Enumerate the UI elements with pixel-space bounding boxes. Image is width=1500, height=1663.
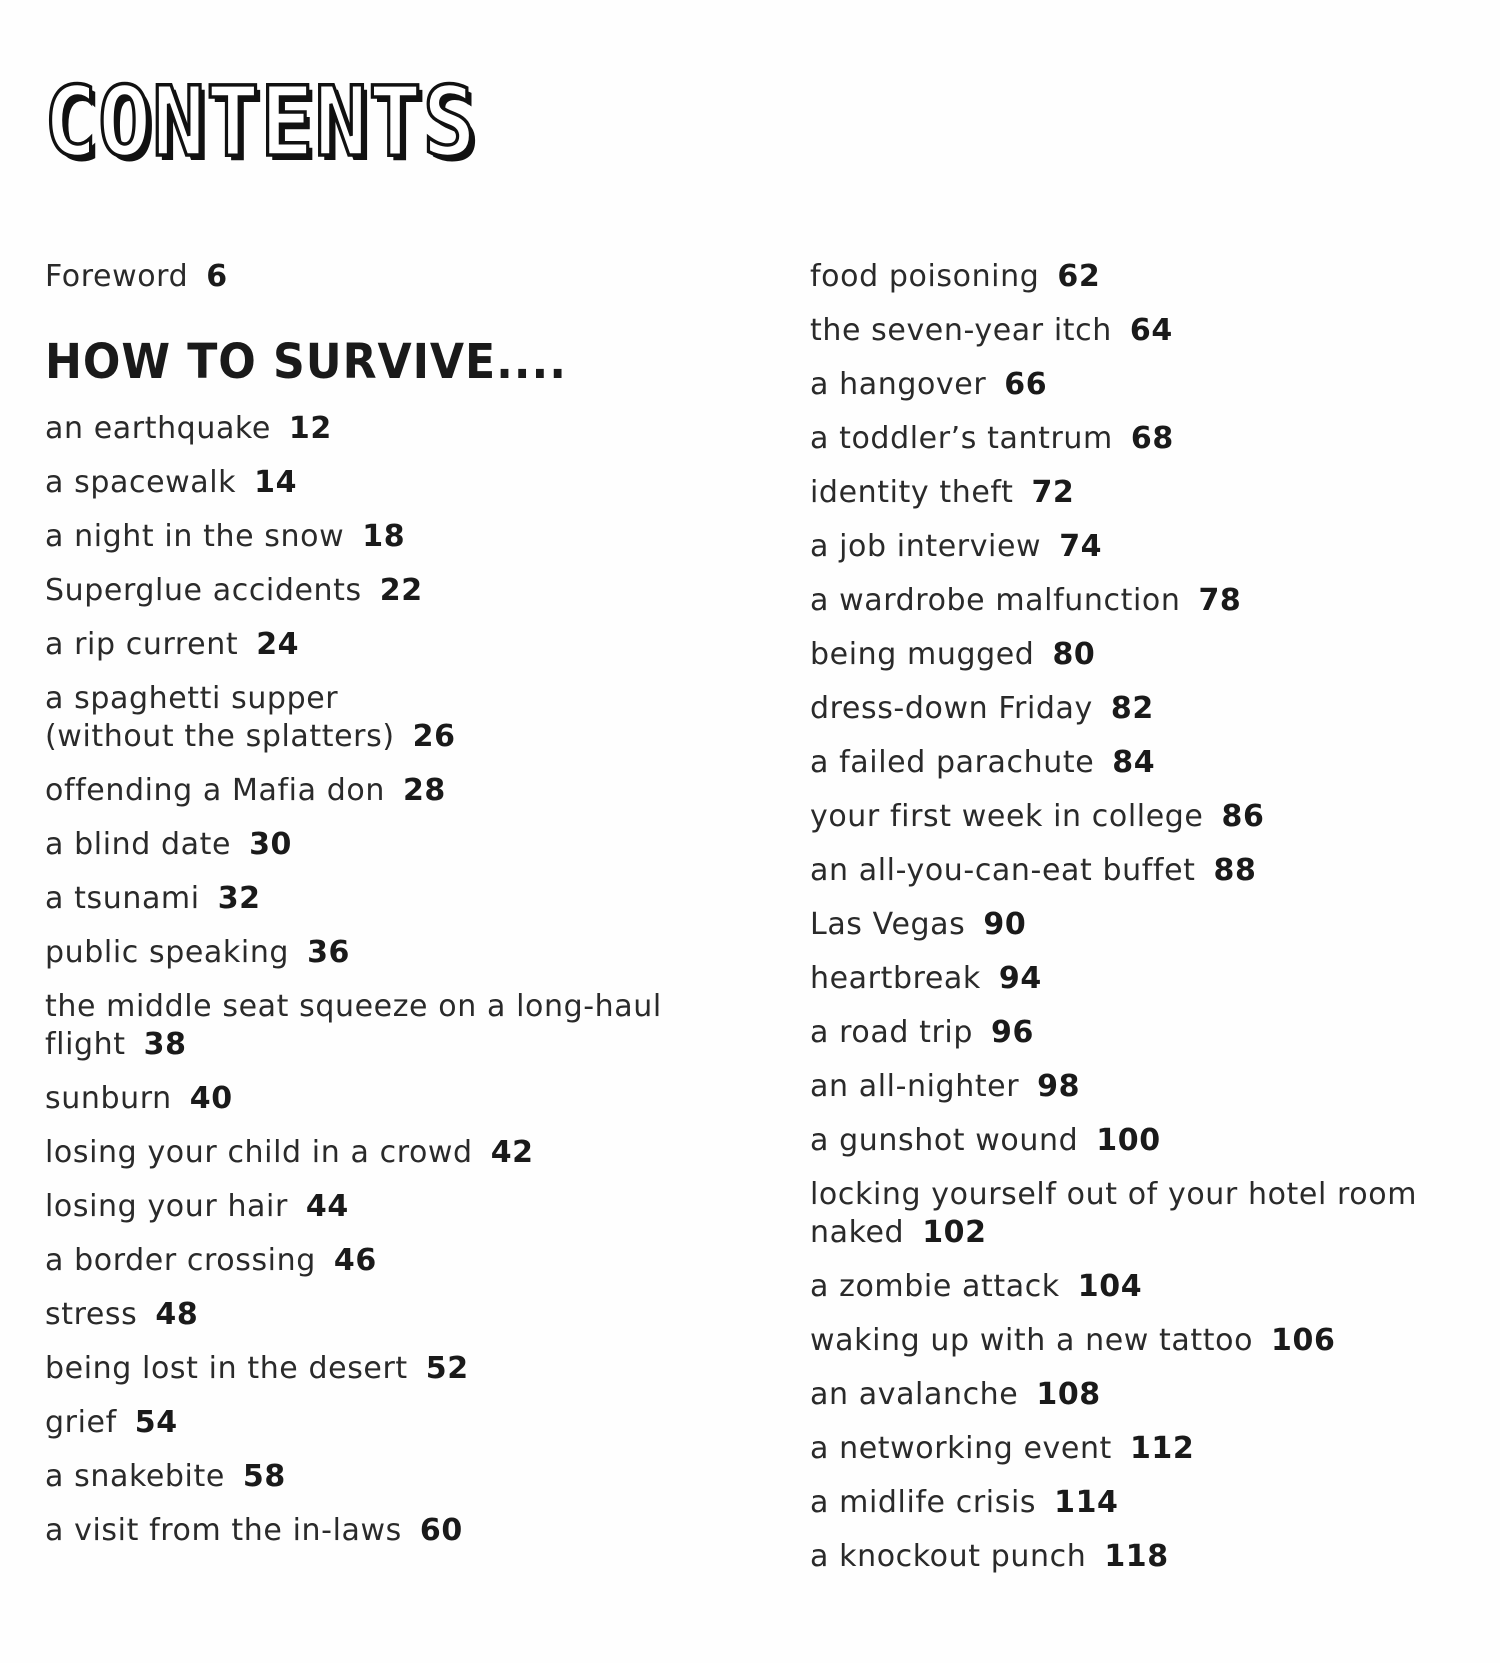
toc-entry[interactable]: [45, 880, 745, 918]
toc-entry[interactable]: [45, 1404, 745, 1442]
entry-title: losing your hair: [45, 1189, 288, 1224]
entry-title: a gunshot wound: [810, 1123, 1079, 1158]
toc-entry[interactable]: [810, 1068, 1470, 1106]
entry-page-number: 6: [206, 259, 228, 294]
toc-entry[interactable]: [810, 744, 1470, 782]
toc-entry[interactable]: [810, 906, 1470, 944]
toc-entry[interactable]: [810, 798, 1470, 836]
entry-title: a networking event: [810, 1431, 1112, 1466]
entry-page-number: 32: [217, 881, 261, 916]
entry-title: an earthquake: [45, 411, 271, 446]
toc-entry[interactable]: [810, 636, 1470, 674]
toc-entry[interactable]: [810, 1376, 1470, 1414]
entry-page-number: 78: [1198, 583, 1242, 618]
entry-page-number: 48: [155, 1297, 199, 1332]
entry-title: being mugged: [810, 637, 1035, 672]
entry-page-number: 30: [249, 827, 293, 862]
toc-entry[interactable]: [45, 1188, 745, 1226]
entry-title-line2: flight: [45, 1027, 126, 1062]
toc-entry-foreword[interactable]: [45, 258, 745, 296]
entry-title: dress-down Friday: [810, 691, 1093, 726]
entry-page-number: 100: [1096, 1123, 1161, 1158]
entry-page-number: 22: [379, 573, 423, 608]
entry-title-line2-row: [45, 1026, 662, 1064]
toc-entry[interactable]: [810, 1538, 1470, 1576]
entry-title: a knockout punch: [810, 1539, 1087, 1574]
entry-page-number: 40: [189, 1081, 233, 1116]
entry-title: a rip current: [45, 627, 239, 662]
entry-title: a blind date: [45, 827, 232, 862]
toc-entry[interactable]: [45, 1134, 745, 1172]
entry-page-number: 62: [1057, 259, 1101, 294]
entry-title: heartbreak: [810, 961, 981, 996]
entry-page-number: 104: [1077, 1269, 1143, 1304]
entry-page-number: 38: [143, 1027, 187, 1062]
entry-page-number: 64: [1129, 313, 1173, 348]
entry-page-number: 118: [1104, 1539, 1169, 1574]
entry-title: a border crossing: [45, 1243, 316, 1278]
toc-entry[interactable]: [810, 420, 1470, 458]
left-entry-list: [45, 410, 745, 1550]
entry-title: food poisoning: [810, 259, 1040, 294]
entry-title: a visit from the in-laws: [45, 1513, 402, 1548]
entry-title: a wardrobe malfunction: [810, 583, 1181, 618]
entry-page-number: 42: [490, 1135, 534, 1170]
toc-entry[interactable]: [810, 1322, 1470, 1360]
entry-title-line1: locking yourself out of your hotel room: [810, 1177, 1418, 1212]
entry-page-number: 54: [134, 1405, 178, 1440]
toc-entry[interactable]: [45, 626, 745, 664]
toc-entry[interactable]: [45, 1242, 745, 1280]
entry-page-number: 60: [419, 1513, 463, 1548]
left-column: [45, 258, 745, 1566]
entry-page-number: 108: [1036, 1377, 1101, 1412]
toc-entry[interactable]: [45, 1512, 745, 1550]
entry-page-number: 72: [1031, 475, 1075, 510]
toc-entry[interactable]: [810, 1122, 1470, 1160]
entry-title: an avalanche: [810, 1377, 1019, 1412]
entry-title: an all-you-can-eat buffet: [810, 853, 1196, 888]
toc-entry[interactable]: [45, 934, 745, 972]
entry-title-line1: the middle seat squeeze on a long-haul: [45, 989, 662, 1024]
entry-title: a road trip: [810, 1015, 973, 1050]
toc-entry[interactable]: [810, 1268, 1470, 1306]
entry-title: losing your child in a crowd: [45, 1135, 473, 1170]
entry-page-number: 98: [1037, 1069, 1081, 1104]
entry-page-number: 66: [1004, 367, 1048, 402]
entry-page-number: 46: [333, 1243, 377, 1278]
entry-title-line1: a spaghetti supper: [45, 681, 339, 716]
toc-entry[interactable]: [810, 852, 1470, 890]
toc-entry[interactable]: [45, 772, 745, 810]
entry-title: a job interview: [810, 529, 1042, 564]
entry-title: a hangover: [810, 367, 987, 402]
entry-title: identity theft: [810, 475, 1014, 510]
toc-entry[interactable]: [45, 410, 745, 448]
entry-page-number: 36: [307, 935, 351, 970]
entry-title: being lost in the desert: [45, 1351, 408, 1386]
entry-title: Superglue accidents: [45, 573, 362, 608]
entry-title: stress: [45, 1297, 138, 1332]
toc-entry[interactable]: [810, 366, 1470, 404]
entry-page-number: 80: [1052, 637, 1096, 672]
entry-title-block: [810, 1176, 1417, 1252]
entry-page-number: 82: [1110, 691, 1154, 726]
page-title: CONTENTS: [44, 66, 477, 178]
toc-entry[interactable]: [810, 582, 1470, 620]
toc-entry[interactable]: [45, 464, 745, 502]
entry-title: an all-nighter: [810, 1069, 1020, 1104]
toc-entry[interactable]: [45, 1350, 745, 1388]
toc-entry[interactable]: [810, 1014, 1470, 1052]
entry-title: a toddler’s tantrum: [810, 421, 1113, 456]
entry-page-number: 14: [254, 465, 298, 500]
entry-page-number: 44: [305, 1189, 349, 1224]
entry-title-block: [45, 680, 456, 756]
entry-page-number: 12: [288, 411, 332, 446]
entry-title: offending a Mafia don: [45, 773, 385, 808]
entry-title: a snakebite: [45, 1459, 225, 1494]
entry-title: grief: [45, 1405, 117, 1440]
toc-entry[interactable]: [810, 258, 1470, 296]
entry-page-number: 58: [242, 1459, 286, 1494]
entry-page-number: 26: [412, 719, 456, 754]
entry-page-number: 102: [922, 1215, 987, 1250]
toc-entry[interactable]: [45, 1080, 745, 1118]
entry-title-line2: (without the splatters): [45, 719, 395, 754]
toc-entry[interactable]: [45, 1458, 745, 1496]
entry-page-number: 68: [1130, 421, 1174, 456]
entry-page-number: 86: [1221, 799, 1265, 834]
toc-entry[interactable]: [45, 826, 745, 864]
toc-entry[interactable]: [810, 312, 1470, 350]
entry-title: Foreword: [45, 259, 189, 294]
entry-title: a midlife crisis: [810, 1485, 1037, 1520]
entry-title: a zombie attack: [810, 1269, 1060, 1304]
entry-page-number: 74: [1059, 529, 1103, 564]
entry-title: a night in the snow: [45, 519, 345, 554]
entry-title-line2-row: [810, 1214, 1417, 1252]
entry-title: a failed parachute: [810, 745, 1095, 780]
toc-entry[interactable]: [810, 528, 1470, 566]
entry-page-number: 28: [402, 773, 446, 808]
entry-title: public speaking: [45, 935, 290, 970]
entry-page-number: 18: [362, 519, 406, 554]
entry-page-number: 106: [1271, 1323, 1336, 1358]
entry-page-number: 52: [425, 1351, 469, 1386]
entry-title: a spacewalk: [45, 465, 237, 500]
entry-page-number: 24: [256, 627, 300, 662]
entry-page-number: 94: [998, 961, 1042, 996]
toc-entry[interactable]: [810, 960, 1470, 998]
toc-entry[interactable]: [810, 474, 1470, 512]
toc-entry[interactable]: [45, 680, 745, 756]
entry-page-number: 112: [1129, 1431, 1195, 1466]
entry-title: your first week in college: [810, 799, 1204, 834]
section-heading: HOW TO SURVIVE....: [45, 334, 567, 390]
entry-page-number: 90: [983, 907, 1027, 942]
entry-page-number: 84: [1112, 745, 1156, 780]
entry-title: a tsunami: [45, 881, 200, 916]
entry-title: sunburn: [45, 1081, 172, 1116]
entry-page-number: 88: [1213, 853, 1257, 888]
toc-entry[interactable]: [810, 690, 1470, 728]
toc-entry[interactable]: [810, 1484, 1470, 1522]
entry-page-number: 96: [991, 1015, 1034, 1050]
entry-title-line2: naked: [810, 1215, 905, 1250]
toc-entry[interactable]: [45, 1296, 745, 1334]
entry-title-block: [45, 988, 662, 1064]
toc-entry[interactable]: [810, 1430, 1470, 1468]
toc-entry[interactable]: [45, 988, 745, 1064]
right-entry-list: [810, 258, 1470, 1576]
toc-entry[interactable]: [810, 1176, 1470, 1252]
toc-entry[interactable]: [45, 572, 745, 610]
toc-entry[interactable]: [45, 518, 745, 556]
entry-title-line2-row: [45, 718, 456, 756]
right-column: [810, 258, 1470, 1592]
entry-title: waking up with a new tattoo: [810, 1323, 1254, 1358]
entry-page-number: 114: [1054, 1485, 1119, 1520]
entry-title: Las Vegas: [810, 907, 966, 942]
entry-title: the seven-year itch: [810, 313, 1112, 348]
